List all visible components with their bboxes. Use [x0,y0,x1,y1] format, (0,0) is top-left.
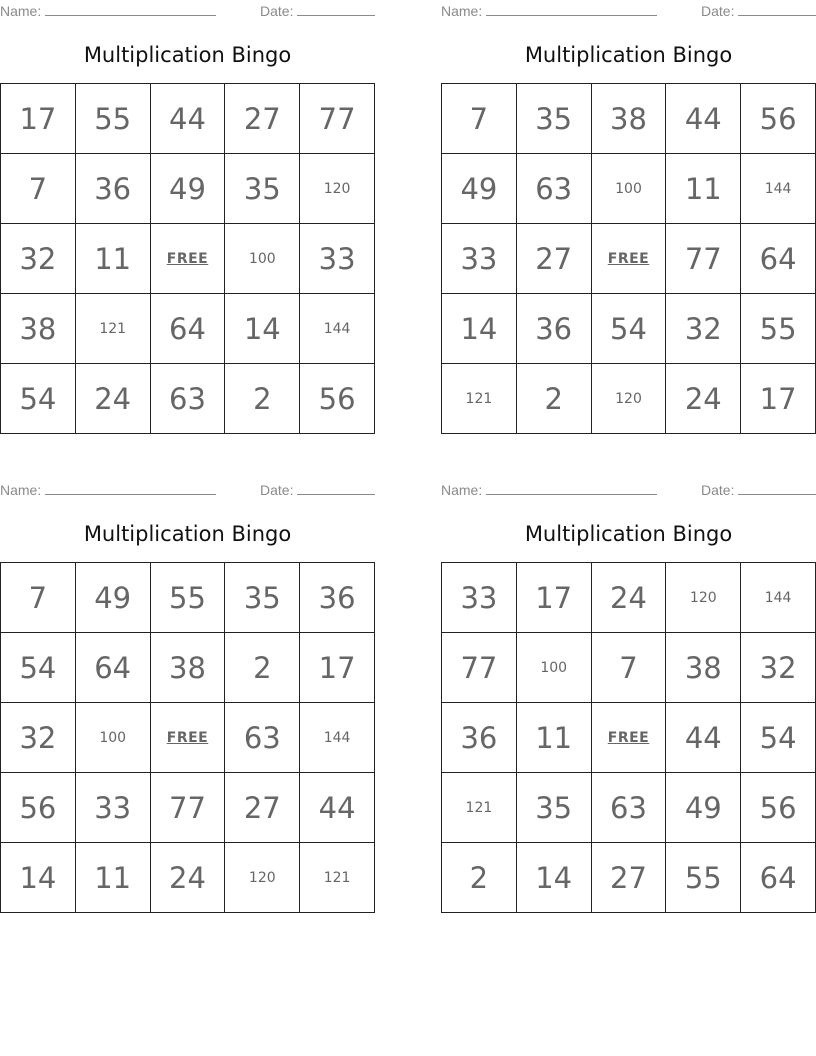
bingo-row [1,633,375,703]
bingo-row [442,563,816,633]
bingo-cell[interactable]: 33 [442,224,517,294]
bingo-cell[interactable]: 35 [225,563,300,633]
bingo-cell[interactable]: 11 [666,154,741,224]
bingo-cell[interactable]: 36 [517,294,592,364]
name-label: Name: [441,3,483,19]
bingo-cell[interactable]: 38 [1,294,76,364]
bingo-cell[interactable]: 144 [741,563,816,633]
date-write-line[interactable] [738,482,816,495]
card-title: Multiplication Bingo [524,522,733,546]
bingo-cell[interactable]: 36 [442,703,517,773]
bingo-cell[interactable]: 32 [1,703,76,773]
bingo-cell[interactable]: 36 [76,154,151,224]
bingo-cell[interactable]: 17 [741,364,816,434]
name-write-line[interactable] [486,3,657,16]
bingo-row [442,773,816,843]
bingo-cell[interactable]: 54 [741,703,816,773]
bingo-row [1,703,375,773]
bingo-grid [0,562,375,913]
date-write-line[interactable] [297,482,375,495]
bingo-cell[interactable]: 24 [76,364,151,434]
bingo-cell[interactable]: 27 [225,773,300,843]
free-space-cell[interactable]: FREE [592,703,667,773]
bingo-cell[interactable]: 120 [592,364,667,434]
bingo-cell[interactable]: 38 [151,633,226,703]
bingo-grid [441,83,816,434]
bingo-cell[interactable]: 54 [1,633,76,703]
bingo-cell[interactable]: 63 [225,703,300,773]
date-field [260,481,375,499]
date-field [701,2,816,20]
bingo-row [442,364,816,434]
bingo-cell[interactable]: 77 [151,773,226,843]
bingo-grid [441,562,816,913]
date-write-line[interactable] [738,3,816,16]
free-space-cell[interactable]: FREE [151,224,226,294]
bingo-cell[interactable]: 49 [442,154,517,224]
bingo-cell[interactable]: 121 [442,773,517,843]
bingo-cell[interactable]: 55 [666,843,741,913]
bingo-cell[interactable]: 14 [442,294,517,364]
bingo-cell[interactable]: 35 [517,773,592,843]
bingo-cell[interactable]: 64 [151,294,226,364]
bingo-cell[interactable]: 33 [442,563,517,633]
bingo-cell[interactable]: 24 [592,563,667,633]
name-field [0,2,216,20]
bingo-cell[interactable]: 33 [76,773,151,843]
bingo-cell[interactable]: 24 [151,843,226,913]
date-write-line[interactable] [297,3,375,16]
bingo-cell[interactable]: 14 [225,294,300,364]
name-write-line[interactable] [486,482,657,495]
bingo-cell[interactable]: 35 [225,154,300,224]
bingo-cell[interactable]: 17 [517,563,592,633]
bingo-cell[interactable]: 100 [592,154,667,224]
date-label: Date: [260,3,294,19]
bingo-row [442,84,816,154]
bingo-cell[interactable]: 49 [76,563,151,633]
bingo-cell[interactable]: 33 [300,224,375,294]
name-write-line[interactable] [45,482,216,495]
bingo-grid [0,83,375,434]
name-field [441,2,657,20]
bingo-row [1,224,375,294]
bingo-cell[interactable]: 56 [741,773,816,843]
bingo-cell[interactable]: 32 [741,633,816,703]
bingo-cell[interactable]: 38 [592,84,667,154]
bingo-cell[interactable]: 64 [76,633,151,703]
bingo-cell[interactable]: 64 [741,843,816,913]
bingo-cell[interactable]: 44 [300,773,375,843]
bingo-cell[interactable]: 11 [517,703,592,773]
bingo-cell[interactable]: 2 [225,633,300,703]
bingo-row [442,703,816,773]
bingo-cell[interactable]: 11 [76,224,151,294]
bingo-cell[interactable]: 2 [225,364,300,434]
bingo-cell[interactable]: 54 [1,364,76,434]
date-field [701,481,816,499]
bingo-cell[interactable]: 56 [300,364,375,434]
bingo-cell[interactable]: 24 [666,364,741,434]
bingo-cell[interactable]: 100 [76,703,151,773]
bingo-cell[interactable]: 7 [1,563,76,633]
name-label: Name: [0,482,42,498]
bingo-cell[interactable]: 27 [517,224,592,294]
bingo-cell[interactable]: 7 [592,633,667,703]
date-field [260,2,375,20]
free-space-cell[interactable]: FREE [151,703,226,773]
bingo-cell[interactable]: 120 [666,563,741,633]
bingo-row [1,843,375,913]
bingo-row [1,364,375,434]
bingo-cell[interactable]: 7 [442,84,517,154]
bingo-cell[interactable]: 121 [442,364,517,434]
free-space-cell[interactable]: FREE [592,224,667,294]
bingo-row [1,154,375,224]
name-label: Name: [0,3,42,19]
bingo-cell[interactable]: 77 [300,84,375,154]
bingo-row [442,154,816,224]
bingo-cell[interactable]: 32 [1,224,76,294]
bingo-row [1,773,375,843]
bingo-cell[interactable]: 38 [666,633,741,703]
bingo-cell[interactable]: 44 [666,703,741,773]
bingo-cell[interactable]: 49 [666,773,741,843]
bingo-cell[interactable]: 27 [225,84,300,154]
bingo-cell[interactable]: 63 [151,364,226,434]
bingo-row [442,843,816,913]
bingo-cell[interactable]: 2 [442,843,517,913]
bingo-cell[interactable]: 32 [666,294,741,364]
date-label: Date: [260,482,294,498]
bingo-row [1,563,375,633]
bingo-row [442,633,816,703]
date-label: Date: [701,3,735,19]
name-field [0,481,216,499]
bingo-cell[interactable]: 56 [741,84,816,154]
bingo-cell[interactable]: 11 [76,843,151,913]
bingo-cell[interactable]: 144 [300,294,375,364]
bingo-cell[interactable]: 120 [300,154,375,224]
bingo-row [442,224,816,294]
name-field [441,481,657,499]
bingo-cell[interactable]: 56 [1,773,76,843]
bingo-cell[interactable]: 14 [1,843,76,913]
name-write-line[interactable] [45,3,216,16]
bingo-cell[interactable]: 17 [1,84,76,154]
card-title: Multiplication Bingo [83,522,292,546]
bingo-cell[interactable]: 35 [517,84,592,154]
bingo-cell[interactable]: 100 [225,224,300,294]
name-label: Name: [441,482,483,498]
bingo-cell[interactable]: 144 [741,154,816,224]
bingo-cell[interactable]: 49 [151,154,226,224]
bingo-cell[interactable]: 100 [517,633,592,703]
date-label: Date: [701,482,735,498]
bingo-cell[interactable]: 54 [592,294,667,364]
card-title: Multiplication Bingo [524,43,733,67]
bingo-cell[interactable]: 64 [741,224,816,294]
bingo-cell[interactable]: 27 [592,843,667,913]
bingo-cell[interactable]: 55 [151,563,226,633]
bingo-cell[interactable]: 7 [1,154,76,224]
bingo-cell[interactable]: 14 [517,843,592,913]
bingo-cell[interactable]: 44 [666,84,741,154]
bingo-cell[interactable]: 17 [300,633,375,703]
bingo-cell[interactable]: 144 [300,703,375,773]
bingo-cell[interactable]: 2 [517,364,592,434]
bingo-cell[interactable]: 55 [76,84,151,154]
bingo-cell[interactable]: 77 [442,633,517,703]
bingo-cell[interactable]: 44 [151,84,226,154]
bingo-cell[interactable]: 120 [225,843,300,913]
bingo-cell[interactable]: 63 [517,154,592,224]
bingo-row [1,294,375,364]
bingo-cell[interactable]: 63 [592,773,667,843]
bingo-cell[interactable]: 36 [300,563,375,633]
bingo-row [442,294,816,364]
bingo-row [1,84,375,154]
card-title: Multiplication Bingo [83,43,292,67]
bingo-cell[interactable]: 121 [300,843,375,913]
bingo-cell[interactable]: 77 [666,224,741,294]
bingo-cell[interactable]: 55 [741,294,816,364]
bingo-cell[interactable]: 121 [76,294,151,364]
